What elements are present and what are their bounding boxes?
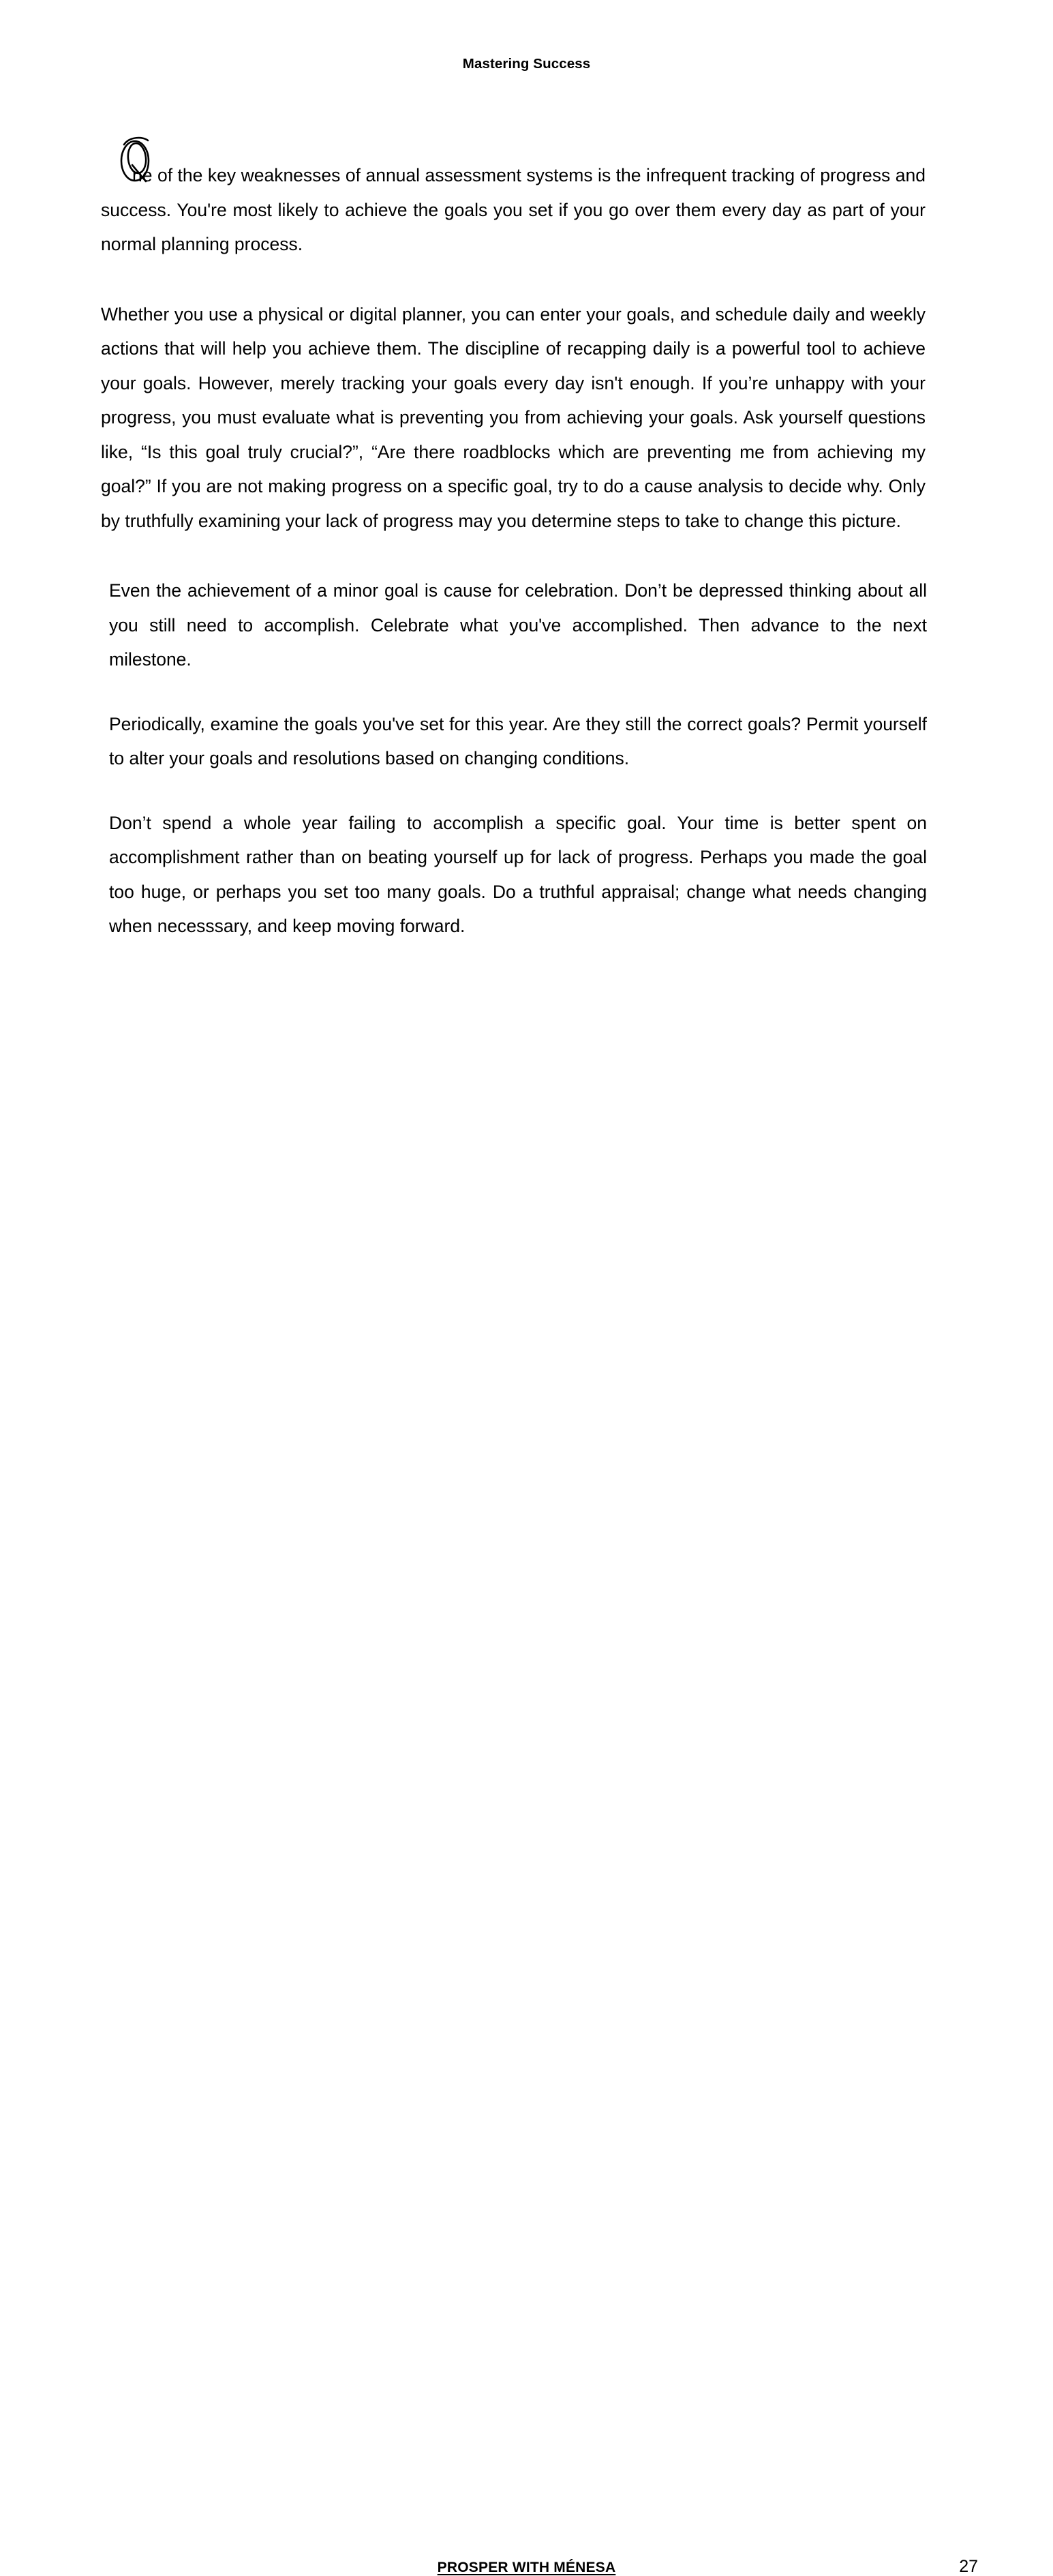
paragraph-1-text: ne of the key weaknesses of annual assessment systems is the infrequent tracking of progress and success. You're most likely to achieve the goals you set if you go over them every day as part of your normal planning process. (101, 165, 926, 254)
footer-brand (0, 2557, 1053, 2576)
paragraph-gap (101, 262, 926, 297)
running-header: Mastering Success (462, 56, 591, 72)
paragraph-4-block (109, 707, 927, 776)
paragraph-1 (101, 158, 926, 262)
paragraph-2-text: Whether you use a physical or digital planner, you can enter your goals, and schedule daily and weekly actions that will help you achieve them. The discipline of recapping daily is a powerful tool to achieve your goals. However, merely tracking your goals every day isn't enough. If you’re unhappy with your progress, you must evaluate what is preventing you from achieving your goals. Ask yourself questions like, “Is this goal truly crucial?”, “Are there roadblocks which are preventing me from achieving my goal?” If you are not making progress on a specific goal, try to do a cause analysis to decide why. Only by truthfully examining your lack of progress may you determine steps to take to change this picture. (101, 303, 926, 531)
paragraph-5 (109, 806, 927, 944)
paragraph-4-text: Periodically, examine the goals you've set for this year. Are they still the correct goals? Permit yourself to alter your goals and resolutions based on changing conditions. (109, 713, 927, 768)
page-number: 27 (959, 2557, 978, 2576)
paragraph-5-text: Don’t spend a whole year failing to accomplish a specific goal. Your time is better spent on accomplishment rather than on beating yourself up for lack of progress. Perhaps you made the goal too huge, or perhaps you set too many goals. Do a truthful appraisal; change what needs changing when necesssary, and keep moving forward. (109, 812, 927, 936)
paragraph-3-block (109, 573, 927, 677)
paragraph-gap (101, 677, 926, 707)
body-content (101, 158, 926, 944)
footer-brand-text: PROSPER WITH MÉNESA (437, 2560, 616, 2575)
paragraph-4 (109, 707, 927, 776)
paragraph-2 (101, 297, 926, 539)
paragraph-5-block (109, 806, 927, 944)
paragraph-3 (109, 573, 927, 677)
paragraph-gap (101, 538, 926, 573)
paragraph-gap (101, 776, 926, 806)
paragraph-3-text: Even the achievement of a minor goal is cause for celebration. Don’t be depressed thinking about all you still need to accomplish. Celebrate what you've accomplished. Then advance to the next milestone. (109, 580, 927, 670)
page-footer (0, 1282, 1053, 2576)
